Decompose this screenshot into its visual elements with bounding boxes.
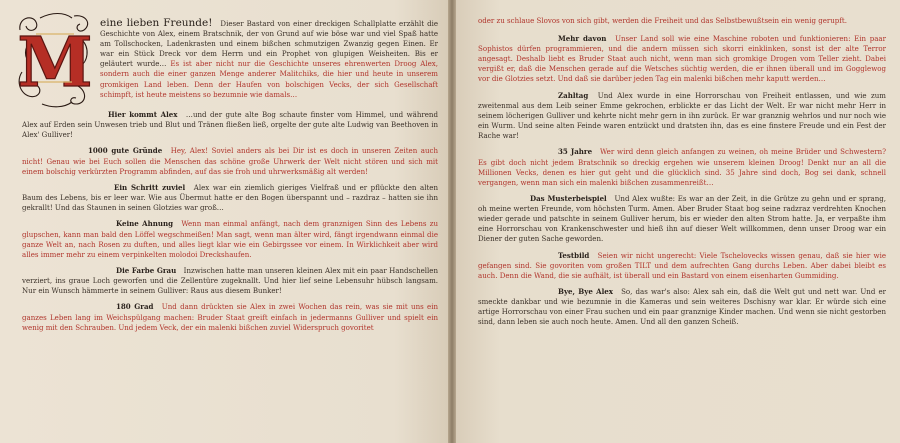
section-bye-bye-alex: [478, 287, 886, 327]
section-text: Seien wir nicht ungerecht: Viele Tschelovecks wissen genau, daß sie hier wie gefangen sind. Sie govoriten vom großen TILT und dem aufrechten Gang durchs Leben. Aber dabei bleibt es auch. Denn die Wand, die sie aufhält, ist überall und ein Bastard von einem eisenharten Gummiding.: [478, 250, 886, 280]
section-180-grad: [22, 302, 438, 332]
section-heading: Ein Schritt zuviel: [114, 182, 186, 192]
section-heading: Hier kommt Alex: [108, 110, 178, 119]
greeting: eine lieben Freunde!: [100, 17, 213, 29]
continued-paragraph: [478, 16, 886, 26]
section-text: Wer wird denn gleich anfangen zu weinen, oh meine Brüder und Schwestern? Es gibt doch nicht jedem Bratschnik so dreckig ergehen wie unserem kleinen Droog! Denkt nur an all die Millionen Vecks, denen es hier gut geht und die glücklich sind. 35 Jahre sind doch, Bog sei dank, schnell vergangen, wenn man sich ein malenki bißchen zusammenreißt…: [478, 147, 886, 187]
left-page: [0, 0, 448, 443]
initial-letter: M: [17, 23, 93, 103]
section-text: …und der gute alte Bog schaute finster vom Himmel, und während Alex auf Erden sein Unwesen trieb und Blut und Tränen fließen ließ, orgelte der gute alte Ludwig van Beethoven in Alex' Gulliver!: [22, 110, 438, 140]
section-hier-kommt-alex: [22, 110, 438, 140]
section-1000-gute-gruende: [22, 146, 438, 176]
intro-text-red: Es ist aber nicht nur die Geschichte unseres ehrenwerten Droog Alex, sondern auch die einer ganzen Menge anderer Malitchiks, die hier und heute in unserem gromkigen Land leben. Denn der Haufen von bolschigen Vecks, der sich Gesellschaft schimpft, ist heute meistens so bezumnie wie damals…: [100, 59, 439, 99]
section-text: Hey, Alex! Soviel anders als bei Dir ist es doch in unseren Zeiten auch nicht! Genau wie bei Euch sollen die Menschen das schöne große Uhrwerk der Welt nicht stören und sich mit einem bolschig verkürzten Programm abfinden, auf das sie froh und uhrwerksmäßig alt werden!: [22, 146, 438, 176]
section-heading: Mehr davon: [558, 34, 607, 44]
section-text: So, das war's also: Alex sah ein, daß die Welt gut und nett war. Und er smeckte dankbar und wie bezumnie in die Kameras und sein weiteres Dschisny war klar. Er würde sich eine artige Horrorschau von einer Frau suchen und ein paar granznige Kinder machen. Und wenn sie nicht gestorben sind, dann leben sie auch noch heute. Amen. Und all den ganzen Scheiß.: [478, 287, 886, 327]
section-keine-ahnung: [22, 219, 438, 259]
section-heading: Testbild: [558, 250, 590, 260]
section-testbild: [478, 251, 886, 281]
section-heading: Die Farbe Grau: [116, 265, 177, 275]
section-heading: 35 Jahre: [558, 147, 593, 157]
section-mehr-davon: [478, 34, 886, 84]
right-page: [456, 0, 900, 443]
section-text: Alex war ein ziemlich gieriges Vielfraß und er pflückte den alten Baum des Lebens, bis er leer war. Wie aus Übermut hatte er den Bogen überspannt und – razdraz – hatten sie ihn gekrallt! Und das Staunen in seinen Glotzies war groß…: [22, 182, 438, 213]
section-text: Inzwischen hatte man unseren kleinen Alex mit ein paar Handschellen verziert, ins graue Loch geworfen und die Zellentüre zugeknallt. Und hier lief seine Lebensuhr hübsch langsam. Nur ein Wunsch hämmerte in seinem Gulliver: Raus aus diesem Bunker!: [22, 265, 439, 296]
section-das-musterbeispiel: [478, 194, 886, 244]
intro-paragraph: [17, 17, 439, 103]
section-35-jahre: [478, 147, 886, 187]
section-heading: Zahltag: [558, 90, 589, 100]
section-ein-schritt-zuviel: [22, 183, 438, 213]
section-text: Und dann drückten sie Alex in zwei Wochen das rein, was sie mit uns ein ganzes Leben lang im Weichspülgang machen: Bruder Staat greift einfach in jedermanns Gulliver und spielt ein wenig mit den Schrauben. Und jedem Veck, der ein malenki bißchen zuviel Widerspruch govoritet: [22, 302, 438, 332]
section-text: Unser Land soll wie eine Maschine roboten und funktionieren: Ein paar Sophistos dürfen programmieren, und die andern müssen sich skorri einklinken, sonst ist der alte Terror angesagt. Deshalb liebt es Bruder Staat auch nicht, wenn man sich gromkige Drogen vom Teller zieht. Dabei vergißt er, daß die Menschen gerade auf die Wetsches süchtig werden, die er ihnen überall und im Gogglewog vor die Glotzies setzt. Und daß sie darüber jeden Tag ein malenki bißchen mehr kaputt werden…: [478, 34, 886, 84]
section-die-farbe-grau: [22, 266, 438, 296]
section-heading: Bye, Bye Alex: [558, 287, 613, 297]
section-text: oder zu schlaue Slovos von sich gibt, werden die Freiheit und das Selbstbewußtsein ein wenig gerupft.: [478, 16, 847, 25]
intro-text-black: Dieser Bastard von einer dreckigen Schallplatte erzählt die Geschichte von Alex, einem Bratschnik, der von Grund auf wie böse war und viel Spaß hatte am Tollschocken, Ladenkrasten und einem bißchen schmutzigen Zwanzig gegen Einen. Er war ein Stück Dreck vor dem Herrn und ein Prophet von glupigen Weisheiten. Bis er geläutert wurde…: [100, 19, 438, 69]
section-text: Und Alex wußte: Es war an der Zeit, in die Grütze zu gehn und er sprang, oh meine werten Freunde, vom höchsten Turm. Amen. Aber Bruder Staat bog seine radzraz verdrehten Knochen wieder gerade und patschte in seinem Gulliver herum, bis er wieder den alten Strom hatte. Ja, er verpaßte ihm eine Horrorschau von Krankenschwester und hieß ihn auf dieser Welt willkommen, denn unser Droog war ein Diener der guten Sache geworden.: [478, 193, 886, 244]
section-heading: Keine Ahnung: [116, 219, 174, 229]
section-heading: Das Musterbeispiel: [530, 193, 607, 203]
section-zahltag: [478, 91, 886, 141]
section-text: Und Alex wurde in eine Horrorschau von Freiheit entlassen, und wie zum zweitenmal aus dem Leib seiner Emme gekrochen, erblickte er das Licht der Welt. Er war nicht mehr Herr in seinem löcherigen Gulliver und kehrte nicht mehr gern in ihn zurück. Er war granznig wehrlos und nur noch wie ein Wurm. Und seine alten Feinde waren entzückt und dratsten ihn, das es eine finstere Freude und ein Fest der Rache war!: [478, 90, 886, 141]
ornamental-initial-icon: [16, 12, 94, 108]
section-text: Wenn man einmal anfängt, nach dem granznigen Sinn des Lebens zu glupschen, kann man bald den Löffel wegschmeißen! Man sagt, wenn man älter wird, fängt irgendwann einmal die ganze Welt an, nach Rosen zu duften, und alles liegt klar wie ein Gebirgssee vor einem. In Wirklichkeit aber wird alles immer mehr zu einem verpinkelten molodoi Dreckshaufen.: [22, 219, 438, 259]
section-heading: 1000 gute Gründe: [88, 146, 163, 156]
book-gutter: [448, 0, 456, 443]
section-heading: 180 Grad: [116, 302, 154, 312]
